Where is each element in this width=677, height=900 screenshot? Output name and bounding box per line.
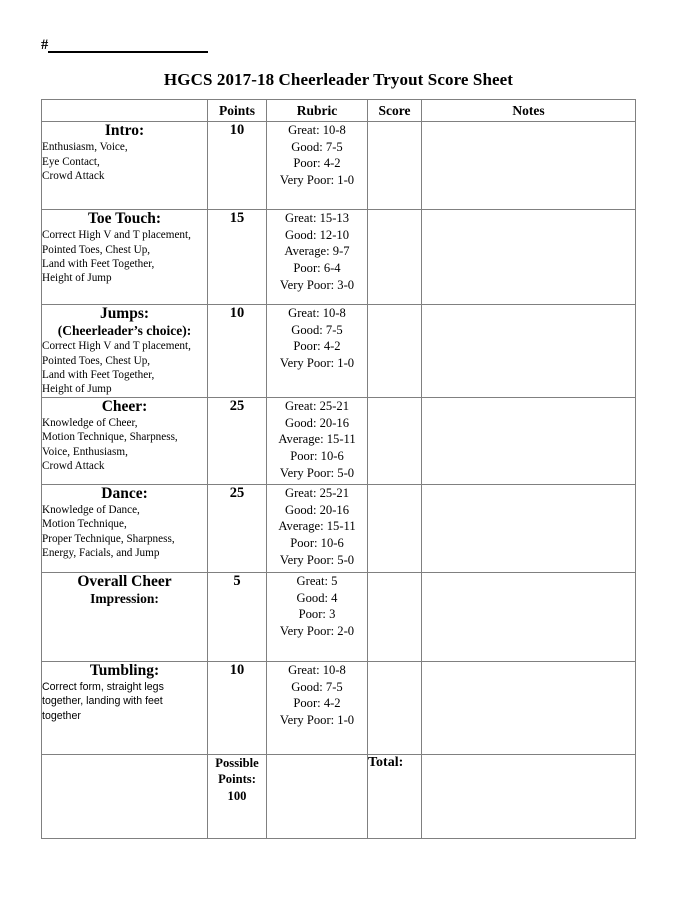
table-row	[42, 661, 636, 754]
criteria-title: Tumbling:	[89, 661, 160, 679]
score-input-cell[interactable]	[368, 572, 422, 661]
rubric-line: Great: 25-21	[285, 398, 349, 413]
rubric-line: Very Poor: 2-0	[279, 623, 355, 638]
rubric-line: Good: 12-10	[284, 227, 349, 242]
rubric-line: Poor: 10-6	[290, 535, 344, 550]
rubric-line: Average: 15-11	[278, 432, 356, 447]
score-input-cell[interactable]	[368, 397, 422, 484]
criteria-description-line: Correct High V and T placement,	[42, 340, 191, 353]
criteria-description-line: Knowledge of Dance,	[42, 504, 140, 517]
table-row	[42, 122, 636, 210]
notes-input-cell[interactable]	[422, 661, 636, 754]
criteria-title: Cheer:	[101, 397, 148, 415]
rubric-line: Poor: 4-2	[293, 156, 341, 171]
rubric-line: Very Poor: 5-0	[279, 552, 355, 567]
notes-input-cell[interactable]	[422, 572, 636, 661]
criteria-description-line: Motion Technique,	[42, 518, 127, 531]
notes-input-cell[interactable]	[422, 305, 636, 398]
totals-criteria-cell	[42, 754, 208, 838]
rubric-cell	[267, 484, 368, 572]
score-input-cell[interactable]	[368, 305, 422, 398]
notes-input-cell[interactable]	[422, 122, 636, 210]
column-header-notes: Notes	[422, 100, 636, 122]
table-row	[42, 572, 636, 661]
criteria-description-line: together	[42, 709, 81, 722]
score-input-cell[interactable]	[368, 210, 422, 305]
score-sheet-table	[41, 99, 636, 839]
criteria-description-line: Enthusiasm, Voice,	[42, 141, 128, 154]
criteria-description-line: Crowd Attack	[42, 170, 105, 183]
candidate-number-underline	[48, 51, 208, 53]
criteria-cell	[42, 661, 208, 754]
criteria-description	[42, 140, 207, 183]
rubric-line: Good: 7-5	[291, 322, 343, 337]
criteria-description-line: Height of Jump	[42, 383, 112, 396]
page-title: HGCS 2017-18 Cheerleader Tryout Score Sheet	[163, 70, 514, 89]
criteria-description	[42, 339, 207, 396]
total-label: Total:	[368, 754, 422, 838]
criteria-cell	[42, 305, 208, 398]
points-cell: 25	[208, 397, 267, 484]
possible-points-line: Possible	[215, 755, 259, 770]
criteria-description	[42, 416, 207, 473]
candidate-number-field[interactable]	[41, 38, 208, 54]
table-row	[42, 305, 636, 398]
criteria-cell	[42, 572, 208, 661]
rubric-line: Average: 9-7	[284, 244, 350, 259]
rubric-line: Great: 25-21	[285, 485, 349, 500]
rubric-line: Very Poor: 1-0	[279, 356, 355, 371]
totals-rubric-cell	[267, 754, 368, 838]
criteria-description-line: Crowd Attack	[42, 460, 105, 473]
column-header-rubric: Rubric	[267, 100, 368, 122]
rubric-cell	[267, 210, 368, 305]
criteria-description-line: Motion Technique, Sharpness,	[42, 431, 178, 444]
points-cell: 10	[208, 305, 267, 398]
rubric-line: Great: 15-13	[285, 211, 349, 225]
rubric-line: Great: 10-8	[288, 123, 346, 137]
rubric-cell	[267, 305, 368, 398]
column-header-points: Points	[208, 100, 267, 122]
rubric-line: Very Poor: 5-0	[279, 465, 355, 480]
criteria-description-line: Land with Feet Together,	[42, 369, 155, 382]
points-cell: 5	[208, 572, 267, 661]
rubric-line: Good: 20-16	[284, 415, 349, 430]
column-header-criteria	[42, 100, 208, 122]
rubric-line: Great: 10-8	[288, 306, 346, 320]
criteria-description-line: together, landing with feet	[42, 695, 163, 708]
score-input-cell[interactable]	[368, 484, 422, 572]
possible-points-line: Points:	[218, 772, 256, 787]
criteria-title: Overall Cheer	[77, 572, 172, 590]
criteria-description-line: Eye Contact,	[42, 155, 100, 168]
table-row	[42, 484, 636, 572]
rubric-line: Average: 15-11	[278, 519, 356, 534]
criteria-description-line: Knowledge of Cheer,	[42, 417, 138, 430]
points-cell: 15	[208, 210, 267, 305]
criteria-description-line: Pointed Toes, Chest Up,	[42, 354, 151, 367]
possible-points-line: 100	[227, 788, 247, 803]
rubric-line: Poor: 3	[298, 607, 336, 622]
notes-input-cell[interactable]	[422, 484, 636, 572]
points-cell: 25	[208, 484, 267, 572]
criteria-description-line: Height of Jump	[42, 272, 112, 285]
rubric-line: Great: 10-8	[288, 662, 346, 677]
criteria-description	[42, 680, 207, 723]
notes-input-cell[interactable]	[422, 210, 636, 305]
rubric-line: Good: 20-16	[284, 502, 349, 517]
table-body	[42, 122, 636, 839]
table-header-row	[42, 100, 636, 122]
criteria-cell	[42, 210, 208, 305]
criteria-description-line: Voice, Enthusiasm,	[42, 445, 128, 458]
column-header-score: Score	[368, 100, 422, 122]
criteria-title: Dance:	[101, 484, 148, 502]
rubric-cell	[267, 661, 368, 754]
hash-symbol: #	[41, 37, 49, 53]
criteria-description-line: Correct form, straight legs	[42, 681, 164, 694]
rubric-cell	[267, 572, 368, 661]
rubric-line: Poor: 4-2	[293, 339, 341, 354]
rubric-line: Great: 5	[296, 573, 338, 588]
criteria-description-line: Correct High V and T placement,	[42, 229, 191, 242]
criteria-description	[42, 228, 207, 285]
criteria-title: Toe Touch:	[87, 210, 162, 227]
criteria-title: Jumps:	[99, 305, 150, 322]
rubric-line: Poor: 6-4	[293, 261, 341, 276]
notes-input-cell[interactable]	[422, 397, 636, 484]
criteria-subtitle: (Cheerleader’s choice):	[57, 323, 192, 339]
rubric-line: Poor: 4-2	[293, 696, 341, 711]
criteria-subtitle: Impression:	[90, 591, 159, 607]
criteria-description-line: Energy, Facials, and Jump	[42, 547, 160, 560]
totals-row	[42, 754, 636, 838]
rubric-line: Good: 7-5	[291, 679, 343, 694]
criteria-cell	[42, 397, 208, 484]
rubric-line: Poor: 10-6	[290, 448, 344, 463]
points-cell: 10	[208, 122, 267, 210]
criteria-description-line: Proper Technique, Sharpness,	[42, 532, 175, 545]
table-row	[42, 210, 636, 305]
criteria-description-line: Land with Feet Together,	[42, 258, 155, 271]
total-value-cell[interactable]	[422, 754, 636, 838]
points-cell: 10	[208, 661, 267, 754]
rubric-line: Good: 7-5	[291, 139, 343, 154]
rubric-cell	[267, 122, 368, 210]
rubric-line: Very Poor: 1-0	[279, 173, 355, 188]
criteria-cell	[42, 484, 208, 572]
rubric-line: Very Poor: 1-0	[279, 712, 355, 727]
criteria-description	[42, 503, 207, 560]
criteria-title: Intro:	[104, 122, 145, 139]
criteria-cell	[42, 122, 208, 210]
table-row	[42, 397, 636, 484]
criteria-description-line: Pointed Toes, Chest Up,	[42, 243, 151, 256]
score-input-cell[interactable]	[368, 122, 422, 210]
possible-points-cell	[208, 754, 267, 838]
rubric-line: Good: 4	[296, 590, 338, 605]
rubric-cell	[267, 397, 368, 484]
rubric-line: Very Poor: 3-0	[279, 277, 355, 292]
score-input-cell[interactable]	[368, 661, 422, 754]
